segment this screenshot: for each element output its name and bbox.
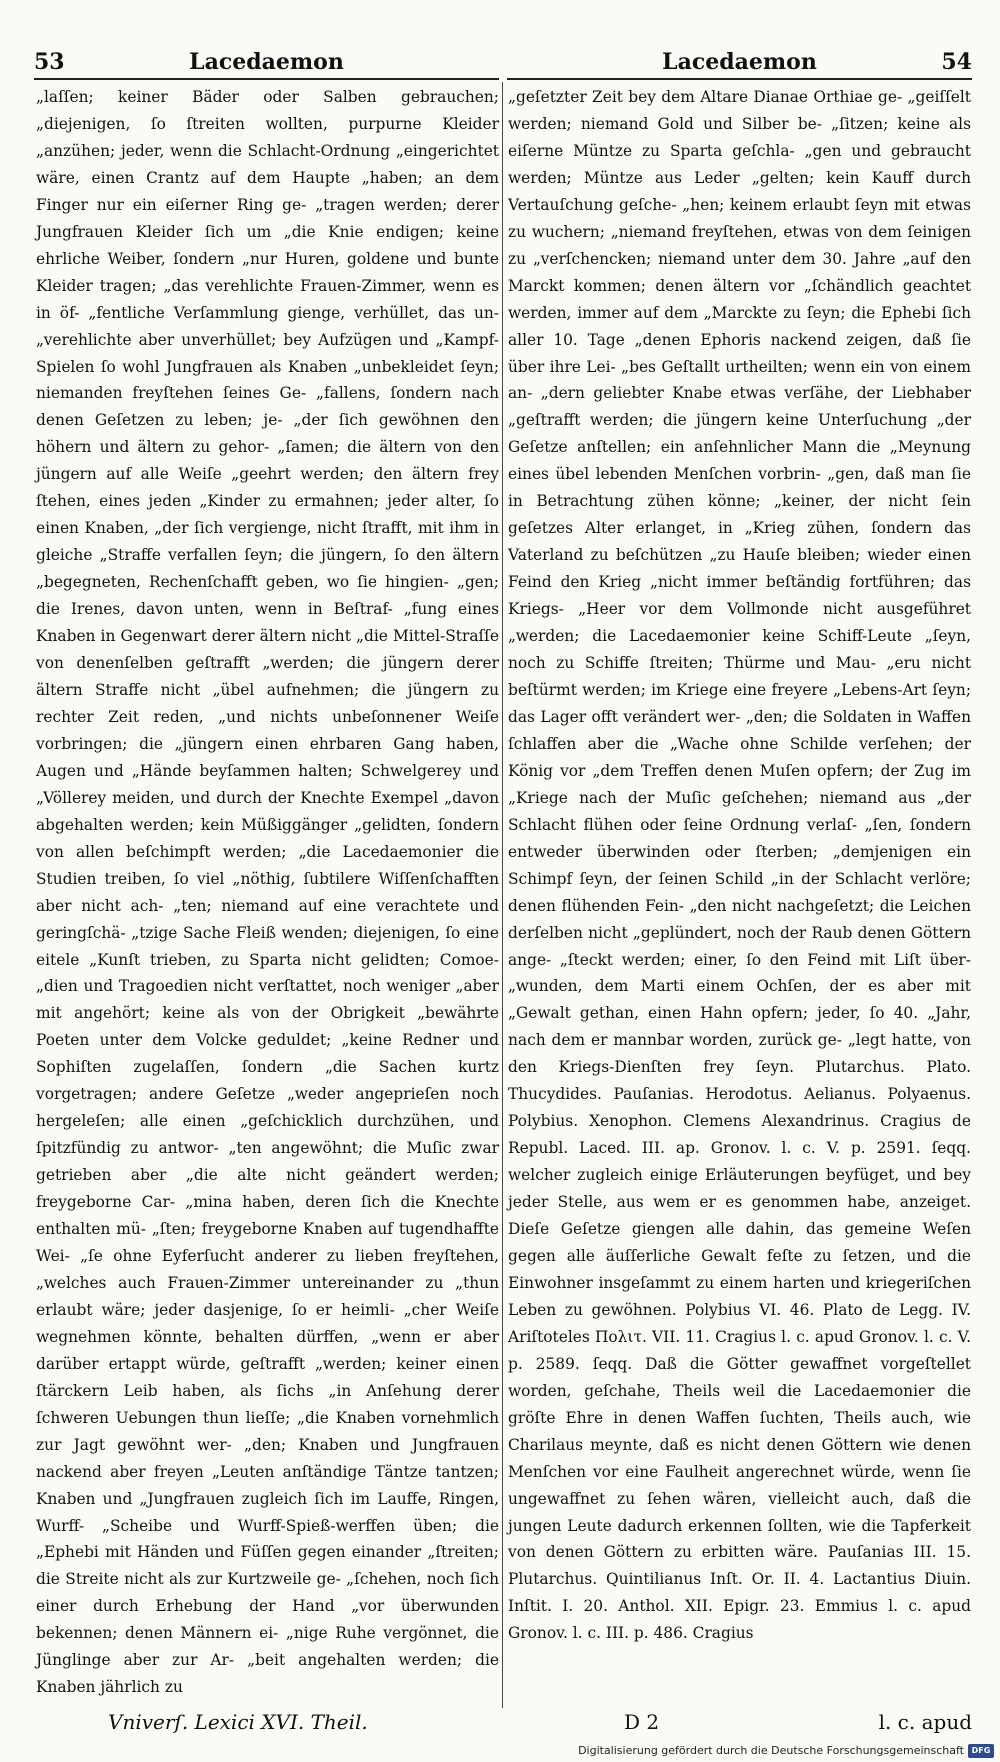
catchword: l. c. apud: [878, 1710, 972, 1734]
credit-text: Digitalisierung gefördert durch die Deutsche Forschungsgemeinschaft: [578, 1744, 964, 1757]
left-running-title: Lacedaemon: [189, 49, 344, 75]
left-page-number: 53: [34, 49, 65, 75]
page-footer: [34, 1708, 972, 1738]
right-running-title: Lacedaemon: [662, 49, 817, 75]
left-header-rule: [34, 78, 499, 80]
signature-line: Vniverſ. Lexici XVI. Theil.: [108, 1710, 368, 1734]
right-page-number: 54: [941, 49, 972, 75]
digitization-credit: [578, 1742, 994, 1760]
right-header-rule: [507, 78, 972, 80]
right-column-text: „geſetzter Zeit bey dem Altare Dianae Orthiae ge- „geiſſelt werden; niemand Gold und Silber be- „ſitzen; keine als eiſerne Müntze zu Sparta geſchla- „gen und gebraucht werden; Müntze aus Leder „gelten; kein Kauff durch Vertauſchung geſche- „hen; keinem erlaubt ſeyn mit etwas zu wuchern; „niemand freyſtehen, etwas von dem ſeinigen zu „verſchencken; niemand unter dem 30. Jahre „auf den Marckt kommen; denen ältern vor „ſchändlich geachtet werden, immer auf dem „Marckte zu ſeyn; die Ephebi ſich aller 10. Tage „denen Ephoris nackend zeigen, daß ſie über ihre Lei- „bes Geſtallt urtheilten; wenn ein von einem an- „dern geliebter Knabe etwas verſähe, der Liebhaber „geſtrafft werden; die jüngern keine Unterſuchung „der Geſetze anſtellen; ein anſehnlicher Mann die „Meynung eines übel lebenden Menſchen vorbrin- „gen, daß man ſie in Betrachtung zühen könne; „keiner, der nicht ſein geſetzes Alter erlanget, in „Krieg zühen, ſondern das Vaterland zu beſchützen „zu Hauſe bleiben; wieder einen Feind den Krieg „nicht immer beſtändig fortführen; das Kriegs- „Heer vor dem Vollmonde nicht ausgeführet „werden; die Lacedaemonier keine Schiff-Leute „ſeyn, noch zu Schiffe ſtreiten; Thürme und Mau- „eru nicht beſtürmt werden; im Kriege eine freyere „Lebens-Art ſeyn; das Lager offt verändert wer- „den; die Soldaten in Waffen ſchlaffen aber die „Wache ohne Schilde verſehen; der König vor „dem Treffen denen Muſen opfern; der Zug im „Kriege nach der Muſic geſchehen; niemand aus „der Schlacht flühen oder ſeine Ordnung verlaſ- „ſen, ſondern entweder überwinden oder ſterben; „demjenigen ein Schimpf ſeyn, der ſeinen Schild „in der Schlacht verlöre; denen flühenden Fein- „den nicht nachgeſetzt; die Leichen derſelben nicht „geplündert, noch der Raub denen Göttern ange- „ſteckt werden; einer, ſo den Feind mit Liſt über- „wunden, dem Marti einem Ochſen, der es aber mit „Gewalt gethan, einen Hahn opfern; jeder, ſo 40. „Jahr, nach dem er mannbar worden, zurück ge- „legt hatte, von den Kriegs-Dienſten frey ſeyn. Plutarchus. Plato. Thucydides. Pauſanias. Herodotus. Aelianus. Polyaenus. Polybius. Xenophon. Clemens Alexandrinus. Cragius de Republ. Laced. III. ap. Gronov. l. c. V. p. 2591. ſeqq. welcher zugleich einige Erläuterungen beyfüget, und bey jeder Stelle, aus wem er es genommen habe, anzeiget. Dieſe Geſetze giengen alle dahin, das gemeine Weſen gegen alle äuſſerliche Gewalt feſte zu ſetzen, und die Einwohner insgeſammt zu einem harten und kriegeriſchen Leben zu gewöhnen. Polybius VI. 46. Plato de Legg. IV. Ariſtoteles Πολιτ. VII. 11. Cragius l. c. apud Gronov. l. c. V. p. 2589. ſeqq. Daß die Götter gewaffnet vorgeſtellet worden, geſchahe, Theils weil die Lacedaemonier die gröſte Ehre in denen Waffen ſuchten, Theils auch, wie Charilaus meynte, daß es nicht denen Göttern wie denen Menſchen vor eine Faulheit angerechnet würde, wenn ſie ungewaffnet zu ſehen wären, vielleicht auch, daß die jungen Leute dadurch erkennen ſollten, wie die Tapferkeit von denen Göttern zu erbitten wäre. Pauſanias III. 15. Plutarchus. Quintilianus Inſt. Or. II. 4. Lactantius Diuin. Inſtit. I. 20. Anthol. XII. Epigr. 23. Emmius l. c. apud Gronov. l. c. III. p. 486. Cragius: [508, 88, 971, 1643]
signature-mark: D 2: [624, 1710, 660, 1734]
left-column: [36, 84, 499, 1701]
left-column-text: „laſſen; keiner Bäder oder Salben gebrauchen; „diejenigen, ſo ſtreiten wollten, purpurne Kleider „anzühen; jeder, wenn die Schlacht-Ordnung „eingerichtet wäre, einen Crantz auf dem Haupte „haben; an dem Finger nur ein eiſerner Ring ge- „tragen werden; derer Jungfrauen Kleider ſich um „die Knie endigen; keine ehrliche Weiber, ſondern „nur Huren, goldene und bunte Kleider tragen; „das verehlichte Frauen-Zimmer, wenn es in öf- „fentliche Verſammlung gienge, verhüllet, das un- „verehlichte aber unverhüllet; bey Aufzügen und „Kampf-Spielen ſo wohl Jungfrauen als Knaben „unbekleidet ſeyn; niemanden freyſtehen ſeines Ge- „fallens, ſondern nach denen Geſetzen zu leben; je- „der ſich gewöhnen den höhern und ältern zu gehor- „ſamen; die ältern von den jüngern auf alle Weiſe „geehrt werden; den ältern frey ſtehen, eines jeden „Kinder zu ermahnen; jeder alter, ſo einen Knaben, „der ſich vergienge, nicht ſtrafft, mit ihm in gleiche „Straffe verfallen ſeyn; die jüngern, ſo den ältern „begegneten, Rechenſchafft geben, wo ſie hingien- „gen; die Irenes, davon unten, wenn in Beſtraf- „fung eines Knaben in Gegenwart derer ältern nicht „die Mittel-Straſſe von denenſelben geſtrafft „werden; die jüngern derer ältern Straffe nicht „übel aufnehmen; die jüngern zu rechter Zeit reden, „und nichts unbeſonnener Weiſe vorbringen; die „jüngern einen ehrbaren Gang haben, Augen und „Hände beyſammen halten; Schwelgerey und „Völlerey meiden, und durch der Knechte Exempel „davon abgehalten werden; kein Müßiggänger „gelidten, ſondern von allen beſchimpft werden; „die Lacedaemonier die Studien treiben, ſo viel „nöthig, ſubtilere Wiſſenſchafften aber nicht ach- „ten; niemand auf eine verachtete und geringſchä- „tzige Sache Fleiß wenden; diejenigen, ſo eine eitele „Kunſt trieben, zu Sparta nicht gelidten; Comoe- „dien und Tragoedien nicht verſtattet, noch weniger „aber mit angehört; keine als von der Obrigkeit „bewährte Poeten unter dem Volcke geduldet; „keine Redner und Sophiſten zugelaſſen, ſondern „die Sachen kurtz vorgetragen; andere Geſetze „weder angeprieſen noch hergeleſen; alle einen „geſchicklich durchzühen, und ſpitzfündig zu antwor- „ten angewöhnt; die Muſic zwar getrieben aber „die alte nicht geändert werden; freygeborne Car- „mina haben, deren ſich die Knechte enthalten mü- „ſten; freygeborne Knaben auf tugendhaffte Wei- „ſe ohne Eyferſucht anderer zu lieben freyſtehen, „welches auch Frauen-Zimmer untereinander zu „thun erlaubt wäre; jeder dasjenige, ſo er heimli- „cher Weiſe wegnehmen könnte, behalten dürffen, „wenn er aber darüber ertappt würde, geſtrafft „werden; keiner einen ſtärckern Leib haben, als ſichs „in Anſehung derer ſchweren Uebungen thun lieſſe; „die Knaben vornehmlich zur Jagt gewöhnt wer- „den; Knaben und Jungfrauen nackend aber freyen „Leuten anſtändige Täntze tantzen; Knaben und „Jungfrauen zugleich ſich im Lauffe, Ringen, Wurff- „Scheibe und Wurff-Spieß-werffen üben; die „Ephebi mit Händen und Füſſen gegen einander „ſtreiten; die Streite nicht als zur Kurtzweile ge- „ſchehen, noch ſich einer durch Erhebung der Hand „vor überwunden bekennen; denen Männern ei- „nige Ruhe vergönnet, die Jünglinge aber zur Ar- „beit angehalten werden; die Knaben jährlich zu: [36, 88, 499, 1697]
dfg-logo-icon: DFG: [968, 1744, 994, 1758]
column-divider: [502, 82, 503, 1708]
right-column: [508, 84, 971, 1647]
